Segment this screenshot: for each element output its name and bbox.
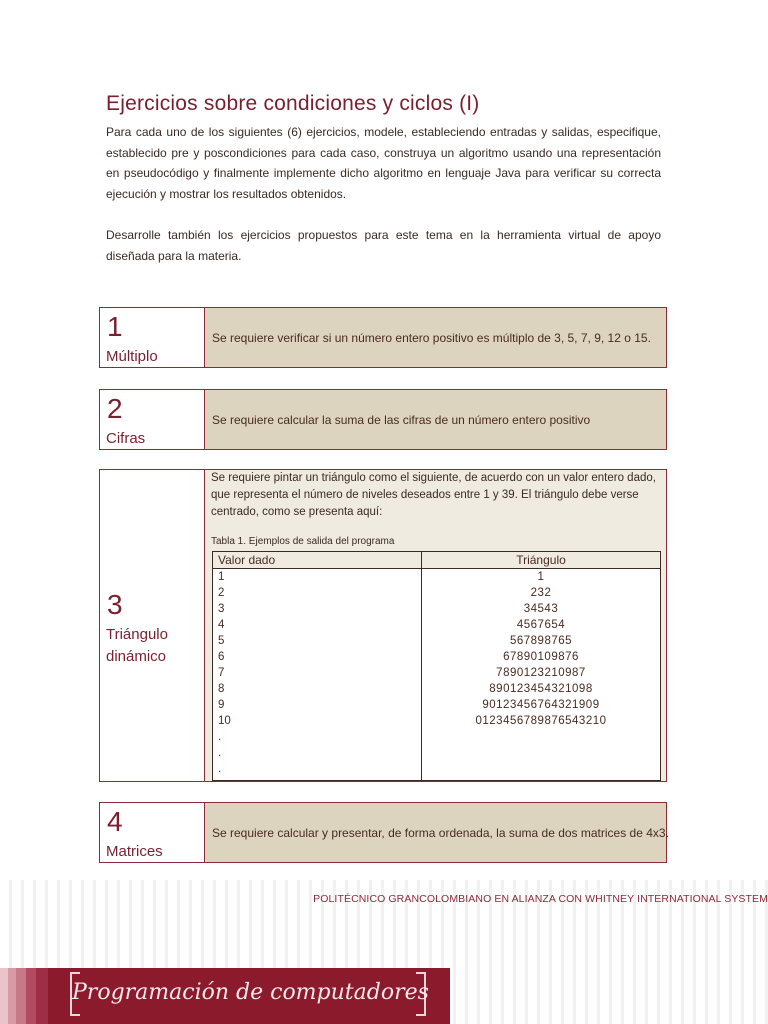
output-examples-table	[212, 551, 661, 781]
exercise-description-cell	[205, 390, 666, 449]
intro-paragraph: Para cada uno de los siguientes (6) ejercicios, modele, estableciendo entradas y salidas, especifique, establecido pre y poscondiciones para cada caso, construya un algoritmo usando una representación en pseudocódigo y finalmente implemente dicho algoritmo en lenguaje Java para verificar su correcta ejecución y mostrar los resultados obtenidos.	[106, 125, 661, 201]
exercise-label-cell	[100, 390, 205, 449]
exercise-label-cell	[100, 470, 205, 781]
exercise-description: Se requiere pintar un triángulo como el siguiente, de acuerdo con un valor entero dado, que representa el número de niveles deseados entre 1 y 39. El triángulo debe verse centrado, como se presenta aquí:	[211, 472, 656, 518]
course-title-frame	[70, 972, 429, 1016]
triangle-cell: 567898765	[509, 635, 573, 647]
table-body	[213, 569, 660, 781]
value-cell: 9	[218, 699, 225, 711]
value-cell: 6	[218, 651, 225, 663]
exercise-name-line1: Triángulo	[106, 626, 168, 643]
triangle-cell: 7890123210987	[496, 667, 586, 679]
exercise-number: 3	[107, 589, 123, 620]
value-cell: .	[218, 731, 222, 743]
exercise-description-cell	[205, 470, 666, 781]
value-cell: .	[218, 747, 222, 759]
triangle-cell: 232	[530, 587, 552, 599]
exercise-description: Se requiere calcular la suma de las cifras de un número entero positivo	[212, 412, 591, 427]
table-row	[213, 761, 660, 777]
value-cell: 4	[218, 619, 225, 631]
value-cell: 2	[218, 587, 225, 599]
course-title: Programación de computadores	[72, 980, 429, 1005]
table-row	[213, 681, 660, 697]
column-header-value: Valor dado	[213, 552, 422, 568]
exercise-label-cell	[100, 308, 205, 367]
exercise-number: 4	[107, 806, 123, 837]
exercise-number: 1	[107, 311, 123, 342]
exercise-name: Cifras	[106, 430, 146, 447]
exercise-description: Se requiere calcular y presentar, de forma ordenada, la suma de dos matrices de 4x3.	[212, 825, 669, 840]
triangle-cell: 1	[537, 571, 545, 583]
table-row	[213, 633, 660, 649]
table-row	[213, 649, 660, 665]
page-title: Ejercicios sobre condiciones y ciclos (I)	[106, 92, 480, 115]
table-row	[213, 697, 660, 713]
exercise-description-cell	[205, 803, 669, 862]
exercise-description: Se requiere verificar si un número entero positivo es múltiplo de 3, 5, 7, 9, 12 o 15.	[212, 330, 651, 345]
exercise-1	[99, 307, 667, 368]
table-row	[213, 569, 660, 585]
table-row	[213, 729, 660, 745]
exercise-name: Múltiplo	[106, 348, 158, 365]
value-cell: 8	[218, 683, 225, 695]
table-row	[213, 665, 660, 681]
table-row	[213, 585, 660, 601]
value-cell: 1	[218, 571, 225, 583]
exercise-name-line2: dinámico	[106, 648, 167, 665]
value-cell: 3	[218, 603, 225, 615]
exercise-4	[99, 802, 667, 863]
triangle-cell	[422, 745, 660, 761]
triangle-cell: 4567654	[516, 619, 566, 631]
table-row	[213, 617, 660, 633]
exercise-number: 2	[107, 393, 123, 424]
triangle-cell: 67890109876	[503, 651, 579, 663]
triangle-cell: 0123456789876543210	[475, 715, 607, 727]
exercise-2	[99, 389, 667, 450]
column-header-triangle: Triángulo	[516, 553, 566, 567]
triangle-cell: 34543	[523, 603, 559, 615]
triangle-cell: 890123454321098	[489, 683, 593, 695]
footer-institution: POLITÉCNICO GRANCOLOMBIANO EN ALIANZA CON WHITNEY INTERNATIONAL SYSTEM	[313, 893, 768, 905]
triangle-cell	[422, 729, 660, 745]
table-row	[213, 745, 660, 761]
table-row	[213, 713, 660, 729]
value-cell: .	[218, 763, 222, 775]
secondary-paragraph: Desarrolle también los ejercicios propuestos para este tema en la herramienta virtual de apoyo diseñada para la materia.	[106, 228, 661, 263]
value-cell: 7	[218, 667, 225, 679]
triangle-cell	[422, 761, 660, 777]
table-caption: Tabla 1. Ejemplos de salida del programa	[211, 536, 395, 547]
exercise-label-cell	[100, 803, 205, 862]
exercise-name: Matrices	[106, 843, 163, 860]
exercise-3	[99, 469, 667, 782]
value-cell: 10	[218, 715, 231, 727]
table-row	[213, 601, 660, 617]
banner-gradient	[0, 968, 60, 1024]
triangle-cell: 90123456764321909	[482, 699, 600, 711]
table-header	[213, 552, 660, 569]
value-cell: 5	[218, 635, 225, 647]
exercise-description-cell	[205, 308, 666, 367]
